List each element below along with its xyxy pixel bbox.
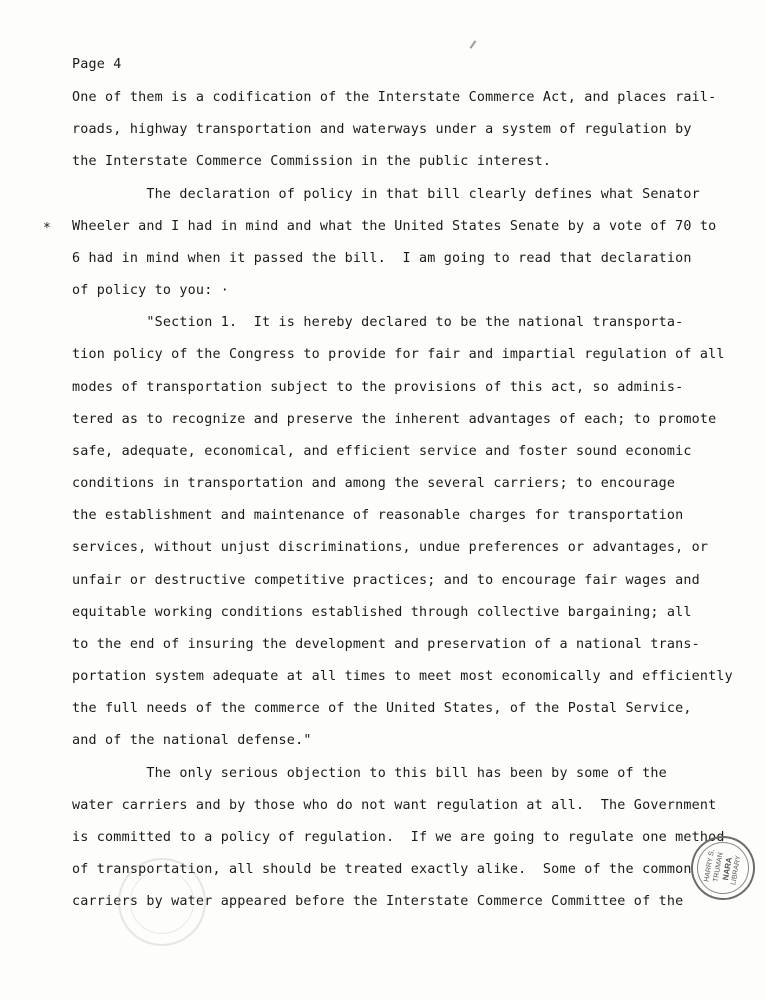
text-line-14: the establishment and maintenance of reasonable charges for transportation <box>72 508 684 523</box>
text-line-18: to the end of insuring the development and preservation of a national trans- <box>72 637 700 652</box>
text-line-7: of policy to you: · <box>72 283 229 298</box>
text-line-2: roads, highway transportation and waterways under a system of regulation by <box>72 122 692 137</box>
text-line-17: equitable working conditions established through collective bargaining; all <box>72 605 692 620</box>
text-line-25: of transportation, all should be treated exactly alike. Some of the common <box>72 862 692 877</box>
stamp-line-2: NARA <box>720 856 734 881</box>
faded-seal-stamp <box>118 858 206 946</box>
text-line-11: tered as to recognize and preserve the inherent advantages of each; to promote <box>72 412 717 427</box>
faded-seal-ring <box>130 870 194 934</box>
text-line-26: carriers by water appeared before the Interstate Commerce Committee of the <box>72 894 684 909</box>
text-line-13: conditions in transportation and among the several carriers; to encourage <box>72 476 676 491</box>
stamp-line-3: LIBRARY <box>730 855 743 886</box>
page-number: Page 4 <box>72 57 122 72</box>
text-line-12: safe, adequate, economical, and efficient service and foster sound economic <box>72 444 692 459</box>
text-line-3: the Interstate Commerce Commission in the public interest. <box>72 154 552 169</box>
text-line-21: and of the national defense." <box>72 733 312 748</box>
text-line-23: water carriers and by those who do not want regulation at all. The Government <box>72 798 717 813</box>
text-line-15: services, without unjust discriminations, undue preferences or advantages, or <box>72 540 709 555</box>
text-line-20: the full needs of the commerce of the United States, of the Postal Service, <box>72 701 692 716</box>
text-line-24: is committed to a policy of regulation. If we are going to regulate one method <box>72 830 725 845</box>
margin-asterisk: * <box>43 221 51 236</box>
text-line-16: unfair or destructive competitive practices; and to encourage fair wages and <box>72 573 700 588</box>
text-line-8: "Section 1. It is hereby declared to be the national transporta- <box>72 315 684 330</box>
stamp-line-1: HARRY S. TRUMAN <box>703 848 725 883</box>
text-line-9: tion policy of the Congress to provide for fair and impartial regulation of all <box>72 347 725 362</box>
text-line-1: One of them is a codification of the Interstate Commerce Act, and places rail- <box>72 90 717 105</box>
text-line-10: modes of transportation subject to the provisions of this act, so adminis- <box>72 380 684 395</box>
text-line-22: The only serious objection to this bill has been by some of the <box>72 766 667 781</box>
text-line-4: The declaration of policy in that bill clearly defines what Senator <box>72 187 700 202</box>
text-line-5: Wheeler and I had in mind and what the United States Senate by a vote of 70 to <box>72 219 717 234</box>
paper-speck <box>470 40 477 49</box>
text-line-19: portation system adequate at all times to meet most economically and efficiently <box>72 669 733 684</box>
text-line-6: 6 had in mind when it passed the bill. I am going to read that declaration <box>72 251 692 266</box>
